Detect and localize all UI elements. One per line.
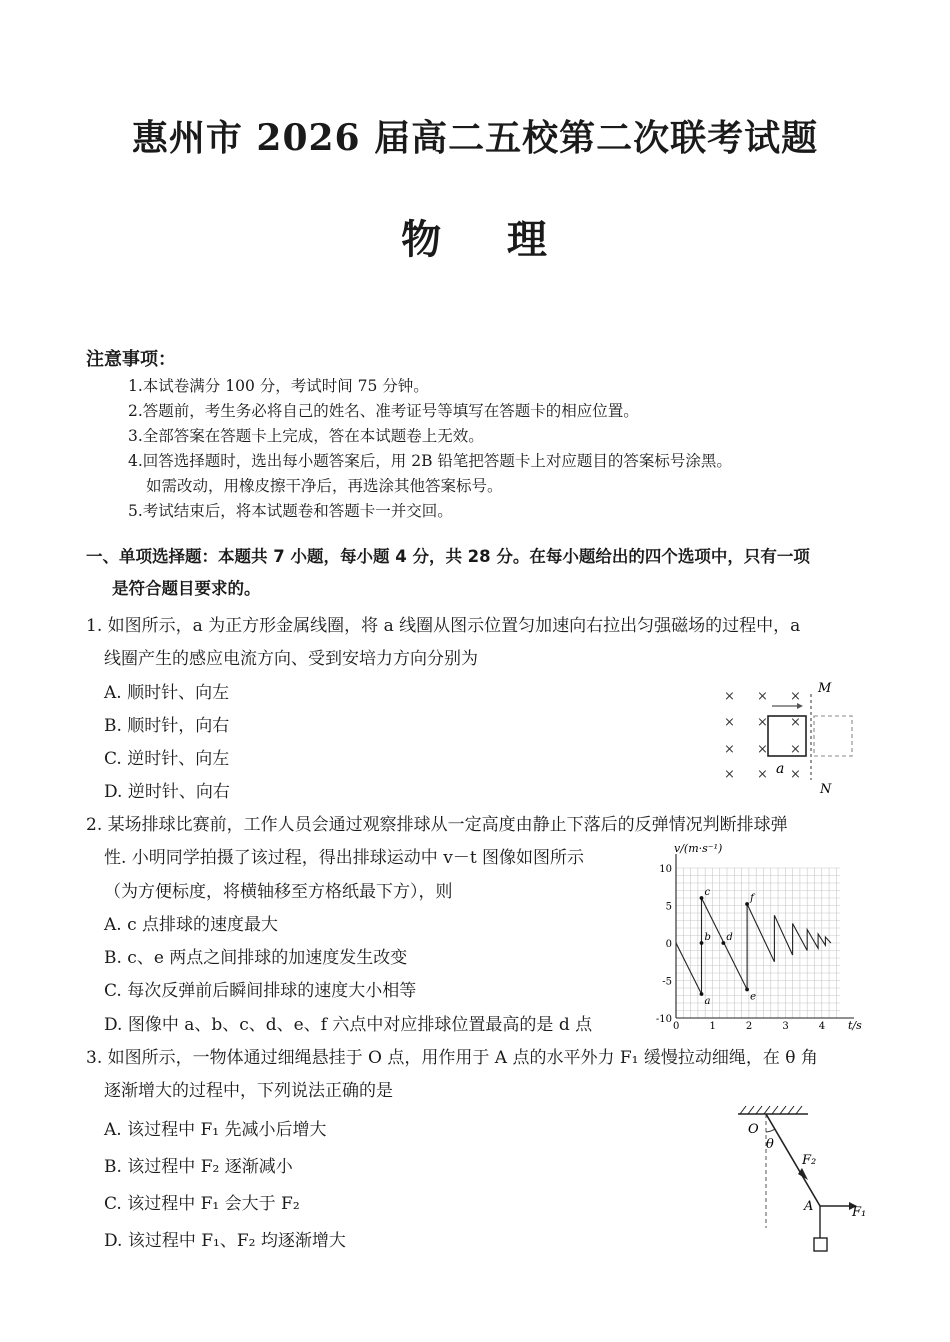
field-cross: × — [757, 715, 768, 730]
label-f1: F₁ — [852, 1205, 867, 1220]
notice-item: 3.全部答案在答题卡上完成，答在本试题卷上无效。 — [128, 427, 484, 445]
subject-title: 物 理 — [401, 216, 549, 263]
q2-stem: 2. 某场排球比赛前，工作人员会通过观察排球从一定高度由静止下落后的反弹情况判断排球弹 — [86, 815, 788, 835]
label-theta: θ — [766, 1137, 774, 1152]
point-a — [700, 992, 704, 996]
point-e — [745, 988, 749, 992]
q2-stem-cont: 性. 小明同学拍摄了该过程，得出排球运动中 v－t 图像如图所示 — [104, 848, 585, 868]
point-label-b: b — [704, 932, 711, 943]
field-cross: × — [724, 715, 735, 730]
point-label-f: f — [750, 893, 754, 904]
q2-stem-cont2: （为方便标度，将横轴移至方格纸最下方），则 — [104, 882, 453, 902]
notice-item: 如需改动，用橡皮擦干净后，再选涂其他答案标号。 — [146, 477, 503, 495]
label-m: M — [818, 681, 832, 696]
point-b — [700, 941, 704, 945]
q3-option-b: B. 该过程中 F₂ 逐渐减小 — [104, 1157, 293, 1177]
angle-arc — [766, 1129, 775, 1132]
field-cross: × — [757, 689, 768, 704]
q2-vt-chart — [640, 840, 870, 1032]
point-d — [721, 941, 725, 945]
y-tick-label: -10 — [655, 1014, 672, 1025]
field-cross: × — [724, 689, 735, 704]
y-tick-label: 10 — [659, 864, 672, 875]
notice-heading: 注意事项： — [86, 349, 176, 370]
coil-a-final-position — [814, 716, 852, 756]
point-f — [745, 902, 749, 906]
point-label-c: c — [704, 887, 711, 898]
q3-option-a: A. 该过程中 F₁ 先减小后增大 — [104, 1120, 327, 1140]
q1-option-d: D. 逆时针、向右 — [104, 782, 230, 802]
field-cross: × — [790, 767, 801, 782]
q3-stem-cont: 逐渐增大的过程中，下列说法正确的是 — [104, 1081, 393, 1101]
x-tick-label: 1 — [709, 1021, 716, 1032]
field-cross: × — [790, 742, 801, 757]
y-tick-label: -5 — [662, 976, 672, 988]
label-a: a — [776, 761, 785, 777]
velocity-line — [676, 898, 831, 994]
q2-option-b: B. c、e 两点之间排球的加速度发生改变 — [104, 948, 408, 968]
q3-option-d: D. 该过程中 F₁、F₂ 均逐渐增大 — [104, 1231, 346, 1251]
notice-item: 4.回答选择题时，选出每小题答案后，用 2B 铅笔把答题卡上对应题目的答案标号涂黑。 — [128, 452, 732, 470]
field-cross: × — [757, 742, 768, 757]
field-cross: × — [724, 742, 735, 757]
x-tick-label: 2 — [745, 1021, 753, 1032]
section-heading: 一、单项选择题：本题共 7 小题，每小题 4 分，共 28 分。在每小题给出的四个选项中，只有一项 — [86, 547, 810, 566]
field-cross: × — [790, 689, 801, 704]
field-cross: × — [724, 767, 735, 782]
notice-item: 5.考试结束后，将本试题卷和答题卡一并交回。 — [128, 502, 453, 520]
q1-stem-cont: 线圈产生的感应电流方向、受到安培力方向分别为 — [104, 649, 478, 669]
q3-stem: 3. 如图所示，一物体通过细绳悬挂于 O 点，用作用于 A 点的水平外力 F₁ 缓慢拉动细绳，在 θ 角 — [86, 1048, 818, 1068]
q1-option-a: A. 顺时针、向左 — [104, 683, 230, 703]
x-tick-label: 0 — [673, 1021, 680, 1032]
point-label-d: d — [726, 932, 733, 943]
field-cross: × — [757, 767, 768, 782]
q3-option-c: C. 该过程中 F₁ 会大于 F₂ — [104, 1194, 300, 1214]
label-a: A — [804, 1199, 814, 1214]
q1-option-c: C. 逆时针、向左 — [104, 749, 230, 769]
label-f2: F₂ — [802, 1153, 817, 1168]
y-tick-label: 0 — [665, 939, 672, 950]
q3-rope-figure — [728, 1100, 878, 1260]
point-label-a: a — [704, 996, 711, 1007]
section-heading-cont: 是符合题目要求的。 — [112, 579, 261, 598]
q1-stem: 1. 如图所示，a 为正方形金属线圈，将 a 线圈从图示位置匀加速向右拉出匀强磁场的过程中，a — [86, 616, 801, 636]
hanging-object — [814, 1238, 827, 1251]
point-c — [700, 896, 704, 900]
y-tick-label: 5 — [665, 901, 672, 913]
q1-option-b: B. 顺时针，向右 — [104, 716, 230, 736]
label-o: O — [748, 1122, 759, 1137]
x-axis-label: t/s — [848, 1019, 862, 1032]
q2-option-c: C. 每次反弹前后瞬间排球的速度大小相等 — [104, 981, 417, 1001]
notice-item: 2.答题前，考生务必将自己的姓名、准考证号等填写在答题卡的相应位置。 — [128, 402, 639, 420]
point-label-e: e — [750, 991, 756, 1003]
ceiling-hatch — [740, 1106, 802, 1114]
chart-series — [676, 898, 831, 994]
q1-magnetic-field-figure — [712, 676, 862, 798]
y-axis-label: v/(m·s⁻¹) — [674, 842, 723, 855]
field-cross: × — [790, 715, 801, 730]
q2-option-d: D. 图像中 a、b、c、d、e、f 六点中对应排球位置最高的是 d 点 — [104, 1015, 593, 1035]
notice-item: 1.本试卷满分 100 分，考试时间 75 分钟。 — [128, 377, 429, 395]
label-n: N — [820, 782, 832, 797]
exam-title: 惠州市 2026 届高二五校第二次联考试题 — [131, 117, 819, 159]
x-tick-label: 3 — [782, 1021, 789, 1032]
x-tick-label: 4 — [818, 1021, 826, 1032]
q2-option-a: A. c 点排球的速度最大 — [104, 915, 279, 935]
